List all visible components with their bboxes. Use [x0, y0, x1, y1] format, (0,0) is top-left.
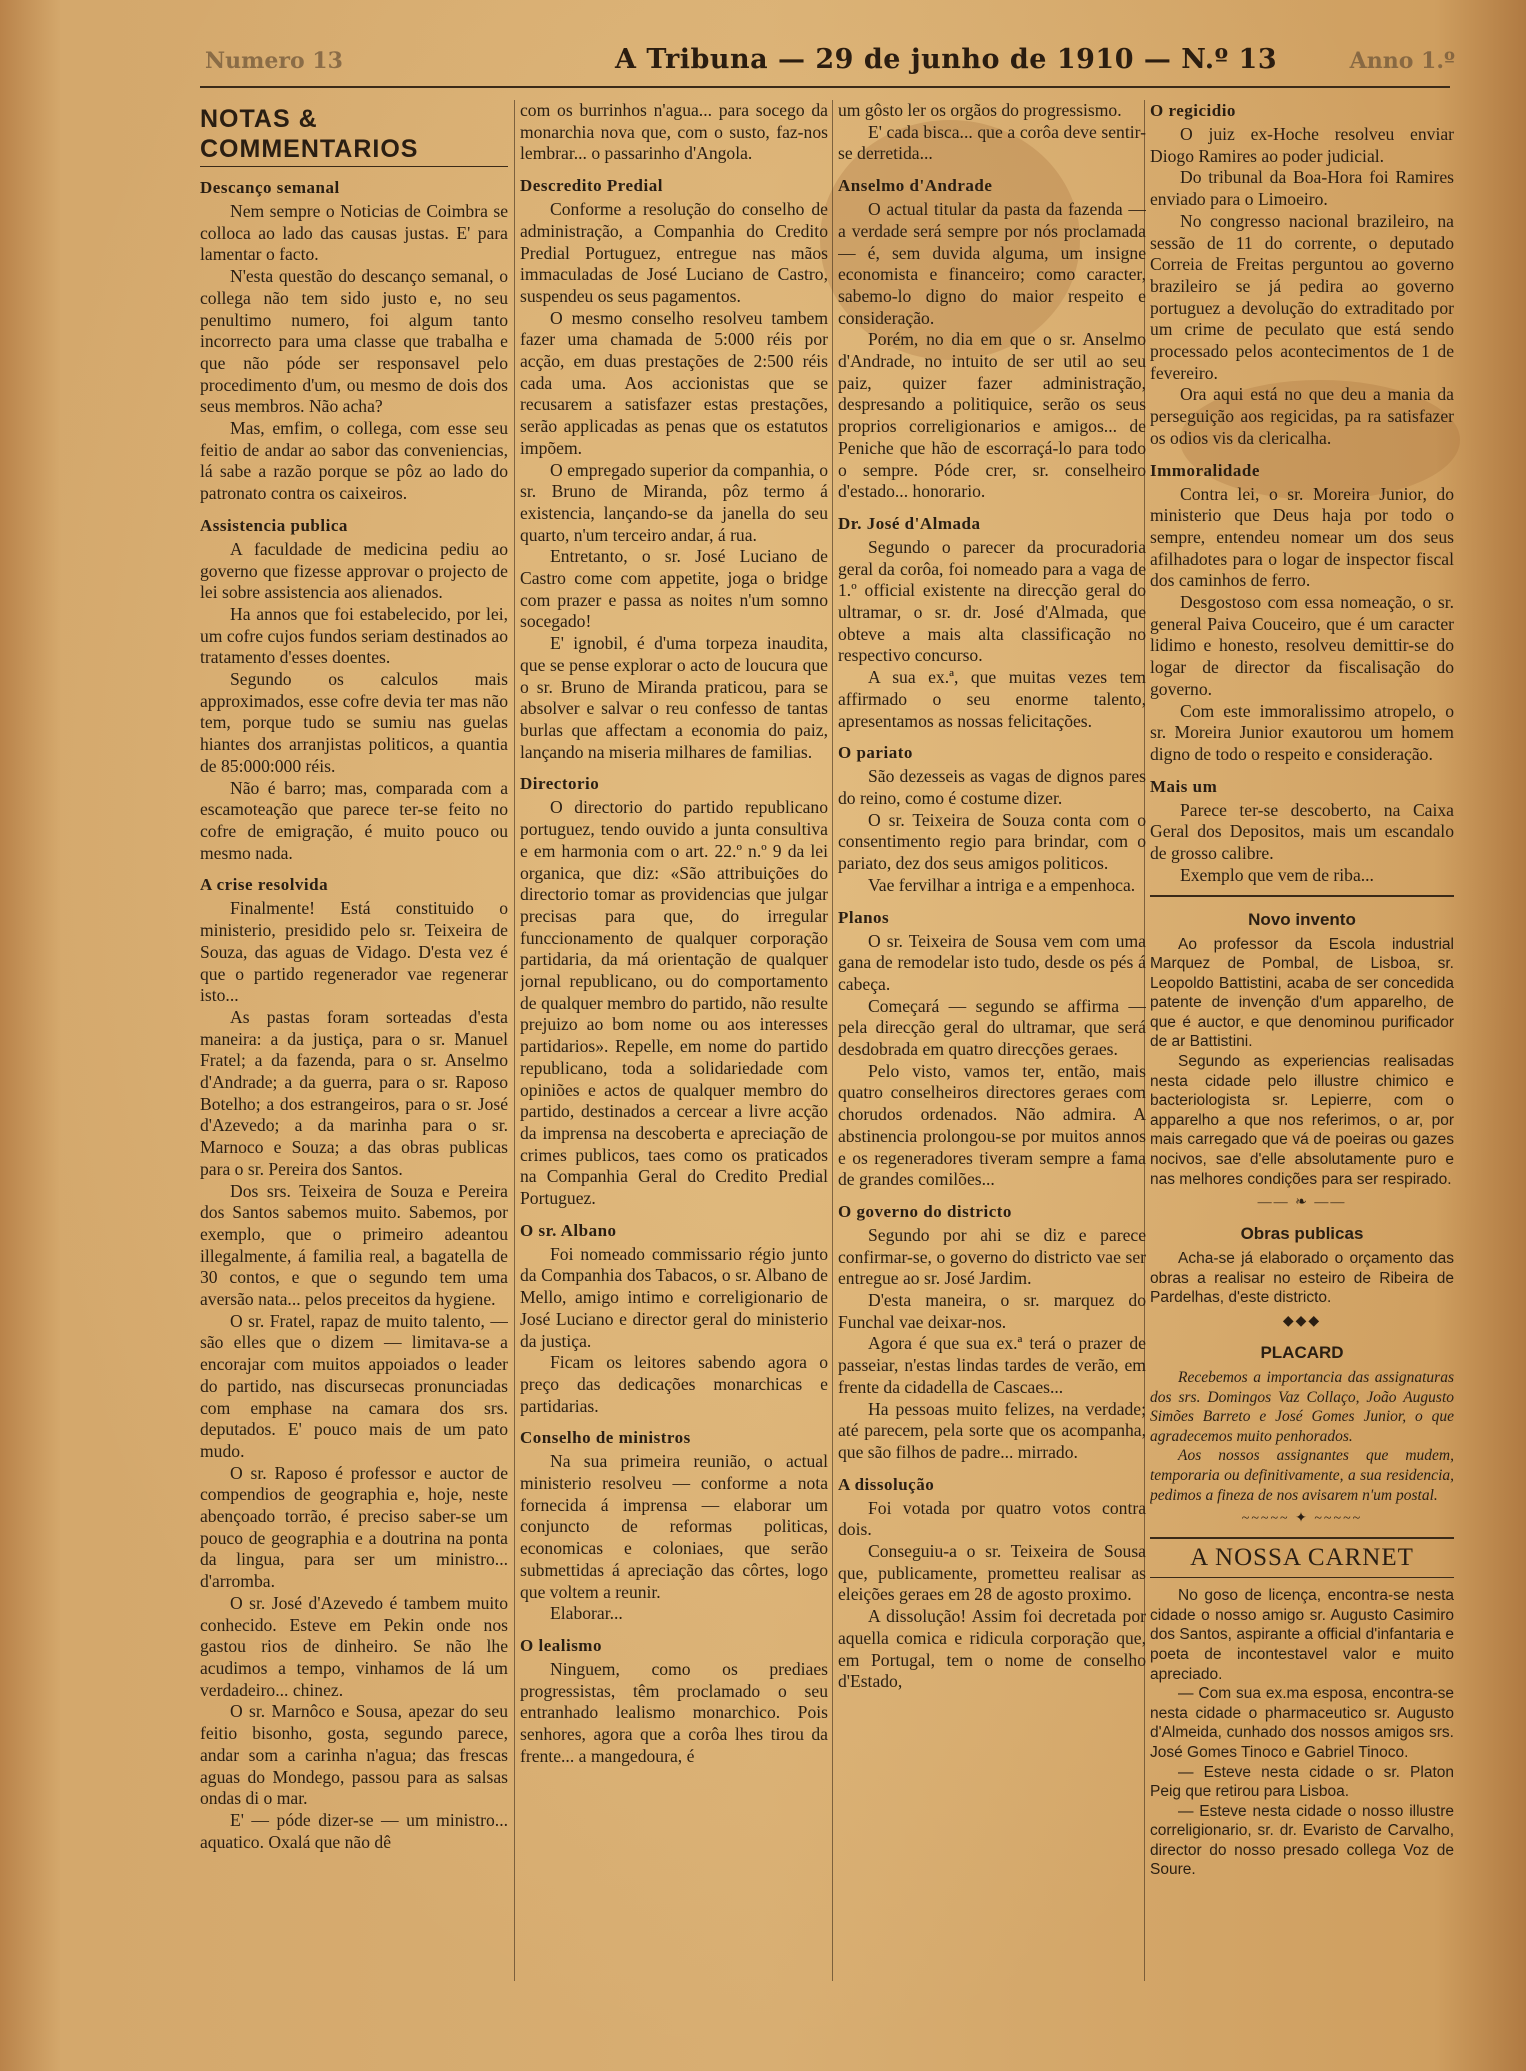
paragraph: Pelo visto, vamos ter, então, mais quatro conselheiros directores geraes com chorudos ordenados. Não admira. A abstinencia prolongou-se por muitos annos e os regeneradores tiveram sempre a fama de grandes comilões... [838, 1060, 1146, 1190]
article-heading: PLACARD [1260, 1343, 1344, 1362]
article-body [1150, 1368, 1454, 1505]
masthead [195, 40, 1455, 78]
masthead-issue-number: Numero 13 [205, 48, 343, 74]
column-4 [1150, 100, 1454, 1991]
paragraph: Ficam os leitores sabendo agora o preço das dedicações monarchicas e partidarias. [520, 1352, 828, 1416]
paragraph: N'esta questão do descanço semanal, o collega não tem sido justo e, no seu penultimo numero, foi algum tanto incorrecto para uma classe que trabalha e que não póde ser responsavel pelo procedimento d'um, ou mesmo de dois dos seus membros. Não acha? [200, 266, 508, 417]
paragraph: Segundo o parecer da procuradoria geral da corôa, foi nomeado para a vaga de 1.º official existente na direcção geral do ultramar, o sr. dr. José d'Almada, que obteve a mais alta classificação no respectivo concurso. [838, 536, 1146, 666]
section-title: NOTAS & COMMENTARIOS [200, 104, 508, 167]
paragraph: Vae fervilhar a intriga e a empenhoca. [868, 874, 1136, 895]
ornament-divider: ~~~~~ ✦ ~~~~~ [1241, 1511, 1363, 1527]
paragraph: O sr. Raposo é professor e auctor de compendios de geographia e, hoje, neste abençoado torrão, é preciso saber-se um pouco de geographia e a doutrina na ponta da lingua, para ser um ministro... d'arromba. [200, 1462, 508, 1592]
paragraph: Não é barro; mas, comparada com a escamoteação que parece ter-se feito no cofre de emigração, é muito pouco ou mesmo nada. [200, 777, 508, 863]
paragraph: D'esta maneira, o sr. marquez do Funchal vae deixar-nos. [838, 1290, 1146, 1332]
article-body [1150, 1586, 1454, 1880]
paragraph: Ha annos que foi estabelecido, por lei, um cofre cujos fundos seriam destinados ao tratamento d'esses doentes. [200, 603, 508, 668]
paragraph: No goso de licença, encontra-se nesta cidade o nosso amigo sr. Augusto Casimiro dos Santos, aspirante a official d'infantaria e poeta de incontestavel valor e muito apreciado. [1150, 1587, 1454, 1683]
paragraph: Elaborar... [550, 1603, 623, 1624]
article-heading: Obras publicas [1240, 1224, 1364, 1244]
paragraph: Agora é que sua ex.ª terá o prazer de passeiar, n'estas lindas tardes de verão, em frente da cidadella de Cascaes... [838, 1333, 1146, 1397]
paragraph: um gôsto ler os orgãos do progressismo. [838, 100, 1122, 120]
paragraph: Ha pessoas muito felizes, na verdade; até parecem, pela sorte que os acompanha, que são filhos de padre... mirrado. [838, 1398, 1146, 1462]
column-divider [832, 100, 833, 1981]
paragraph: Exemplo que vem de riba... [1180, 864, 1374, 885]
section-title: A NOSSA CARNET [1150, 1537, 1454, 1578]
article-heading: Planos [838, 907, 890, 927]
article-heading: Mais um [1150, 776, 1218, 796]
paragraph: Acha-se já elaborado o orçamento das obras a realisar no esteiro de Ribeira de Pardelhas, d'este districto. [1150, 1250, 1454, 1307]
article-heading: Descredito Predial [520, 176, 663, 196]
paragraph: Ninguem, como os prediaes progressistas, têm proclamado o seu entranhado lealismo monarchico. Pois senhores, agora que a corôa lhes tirou da frente... a mangedoura, é [520, 1659, 828, 1766]
paragraph: E' ignobil, é d'uma torpeza inaudita, que se pense explorar o acto de loucura que o sr. Bruno de Miranda praticou, para se absolver e salvar o reu confesso de tantas burlas que affectam a economia do paiz, lançando na miseria milhares de familias. [520, 633, 828, 762]
paragraph: — Esteve nesta cidade o sr. Platon Peig que retirou para Lisboa. [1150, 1763, 1454, 1801]
paragraph: O empregado superior da companhia, o sr. Bruno de Miranda, pôz termo á existencia, lançando-se da janella do seu quarto, n'um terceiro andar, á rua. [520, 459, 828, 545]
paragraph: E' cada bisca... que a corôa deve sentir-se derretida... [838, 121, 1146, 164]
paragraph: Segundo os calculos mais approximados, esse cofre devia ter mas não tem, porque tudo se sumiu nas guelas hiantes dos arranjistas politicos, a quantia de 85:000:000 réis. [200, 669, 508, 776]
ornament-divider: —— ❧ —— [1257, 1195, 1347, 1211]
paragraph: O sr. Teixeira de Souza conta com o consentimento regio para brindar, com o pariato, dez dos seus amigos politicos. [838, 809, 1146, 874]
top-rule [200, 86, 1450, 88]
paragraph: O sr. Marnôco e Sousa, apezar do seu feitio bisonho, gosta, segundo parece, andar som a carinha n'agua; das frescas aguas do Mondego, passou para as salsas ondas di o mar. [200, 1701, 508, 1809]
paragraph: Na sua primeira reunião, o actual ministerio resolveu — conforme a nota fornecida á imprensa — elaborar um conjuncto de reformas politicas, economicas e coloniaes, que serão submettidas á apreciação das côrtes, logo que voltem a reunir. [520, 1451, 828, 1602]
article-heading: Anselmo d'Andrade [838, 176, 993, 196]
column-3 [838, 100, 1146, 1991]
article-heading: A crise resolvida [200, 875, 329, 895]
paragraph: Nem sempre o Noticias de Coimbra se colloca ao lado das causas justas. E' para lamentar o facto. [200, 201, 508, 265]
paragraph: As pastas foram sorteadas d'esta maneira: a da justiça, para o sr. Manuel Fratel; a da fazenda, para o sr. Anselmo d'Andrade; a da guerra, para o sr. Raposo Botelho; a dos estrangeiros, para o sr. José d'Azevedo; a da marinha para o sr. Marnoco e Souza; a das obras publicas para o sr. Pereira dos Santos. [200, 1006, 508, 1179]
ornament-divider: ◆◆◆ [1282, 1314, 1322, 1329]
paragraph: Recebemos a importancia das assignaturas dos srs. Domingos Vaz Collaço, João Augusto Simões Barreto e José Gomes Junior, o que agradecemos muito penhorados. [1150, 1369, 1454, 1445]
article-heading: O lealismo [520, 1636, 602, 1655]
paragraph: Conseguiu-a o sr. Teixeira de Sousa que, publicamente, prometteu realisar as eleições geraes em 28 de agosto proximo. [838, 1541, 1146, 1605]
article-heading: O sr. Albano [520, 1220, 617, 1240]
paragraph: Começará — segundo se affirma — pela direcção geral do ultramar, que será desdobrada em quatro direcções geraes. [838, 995, 1146, 1060]
masthead-title: A Tribuna — 29 de junho de 1910 — N.º 13 [615, 44, 1278, 75]
paragraph: Aos nossos assignantes que mudem, temporaria ou definitivamente, a sua residencia, pedimos a fineza de nos avisarem n'um postal. [1150, 1447, 1454, 1504]
paragraph: com os burrinhos n'agua... para socego da monarchia nova que, com o susto, faz-nos lembrar... o passarinho d'Angola. [520, 100, 828, 164]
paragraph: Foi nomeado commissario régio junto da Companhia dos Tabacos, o sr. Albano de Mello, amigo intimo e correligionario de José Luciano e director geral do ministerio da justiça. [520, 1243, 828, 1351]
paragraph: São dezesseis as vagas de dignos pares do reino, como é costume dizer. [838, 766, 1146, 808]
paragraph: Contra lei, o sr. Moreira Junior, do ministerio que Deus haja por todo o sempre, entendeu nomear um dos seus afilhadotes para o logar de inspector fiscal dos caminhos de ferro. [1150, 483, 1454, 591]
article-heading: O pariato [838, 743, 913, 763]
paragraph: Mas, emfim, o collega, com esse seu feitio de andar ao sabor das conveniencias, lá sabe a razão porque se pôz ao lado do patronato contra os caixeiros. [200, 418, 508, 504]
article-heading: Descanço semanal [200, 178, 340, 197]
paragraph: Foi votada por quatro votos contra dois. [838, 1497, 1146, 1540]
paragraph: No congresso nacional brazileiro, na sessão de 11 do corrente, o deputado Correia de Freitas perguntou ao governo brazileiro se já pedira ao governo portuguez a devolução do extraditado por um crime de peculato que está sendo processado pelos acontecimentos de 1 de fevereiro. [1150, 210, 1454, 383]
paragraph: Com este immoralissimo atropelo, o sr. Moreira Junior exautorou um homem digno de todo o respeito e consideração. [1150, 700, 1454, 764]
paragraph: A sua ex.ª, que muitas vezes tem affirmado o seu enorme talento, apresentamos as nossas felicitações. [838, 667, 1146, 731]
paragraph: Entretanto, o sr. José Luciano de Castro come com appetite, joga o bridge com prazer e passa as noites n'um somno socegado! [520, 546, 828, 632]
article-heading: Novo invento [1248, 909, 1356, 929]
paragraph: Desgostoso com essa nomeação, o sr. general Paiva Couceiro, que é um caracter lidimo e honesto, resolveu demittir-se do logar de director da fiscalisação do governo. [1150, 592, 1454, 699]
paragraph: Ao professor da Escola industrial Marquez de Pombal, de Lisboa, sr. Leopoldo Battistini, acaba de ser concedida patente de invenção d'um apparelho, de que é auctor, e que denominou purificador de ar Battistini. [1150, 935, 1454, 1051]
paragraph: Segundo por ahi se diz e parece confirmar-se, o governo do districto vae ser entregue ao sr. José Jardim. [838, 1224, 1146, 1289]
masthead-year: Anno 1.º [1349, 48, 1455, 74]
paragraph: O directorio do partido republicano portuguez, tendo ouvido a junta consultiva e em harmonia com o art. 22.º n.º 9 da lei organica, que diz: «São attribuições do directorio tomar as providencias que julgar precisas para que, do irregular funccionamento de qualquer corporação partidaria, da má orientação de qualquer jornal republicano, ou do comportamento de qualquer membro do partido, não resulte prejuizo ao bom nome ou aos interesses partidarios». Repelle, em nome do partido republicano, toda a solidariedade com opiniões e actos de qualquer membro do partido, destinados a cercear a livre acção da imprensa na descoberta e apreciação de crimes publicos, taes como os praticados na Companhia Geral do Credito Predial Portuguez. [520, 797, 828, 1209]
article-heading: A dissolução [838, 1474, 935, 1494]
paragraph: Finalmente! Está constituido o ministerio, presidido pelo sr. Teixeira de Souza, das aguas de Vidago. D'esta vez é que o partido regenerador vae regenerar isto... [200, 898, 508, 1006]
paragraph: Dos srs. Teixeira de Souza e Pereira dos Santos sabemos muito. Sabemos, por exemplo, que o primeiro adeantou illegalmente, á familia real, a bagatella de 30 contos, e que o segundo tem uma aversão nata... pelos preceitos da hygiene. [200, 1180, 508, 1310]
paragraph: O juiz ex-Hoche resolveu enviar Diogo Ramires ao poder judicial. [1150, 124, 1454, 166]
article-body [1150, 935, 1454, 1190]
paragraph: — Com sua ex.ma esposa, encontra-se nesta cidade o pharmaceutico sr. Augusto d'Almeida, cunhado dos nossos amigos srs. José Gomes Tinoco e Gabriel Tinoco. [1150, 1685, 1454, 1761]
paragraph: Conforme a resolução do conselho de administração, a Companhia do Credito Predial Portuguez, entregue nas mãos immaculadas de José Luciano de Castro, suspendeu os seus pagamentos. [520, 199, 828, 306]
paragraph: O sr. Fratel, rapaz de muito talento, — são elles que o dizem — limitava-se a encorajar com muitos appoiados o leader do partido, nas discursecas pronunciadas com emphase na camara dos srs. deputados. E' pouco mais de um pato mudo. [200, 1310, 508, 1461]
article-heading: O regicidio [1150, 101, 1236, 120]
paragraph: Ora aqui está no que deu a mania da perseguição aos regicidas, pa ra satisfazer os odios vis da clericalha. [1150, 384, 1454, 448]
paragraph: O actual titular da pasta da fazenda — a verdade será sempre por nós proclamada — é, sem duvida alguma, um insigne economista e financeiro; como caracter, sabemo-lo digno do maior respeito e consideração. [838, 199, 1146, 328]
paragraph: A dissolução! Assim foi decretada por aquella comica e ridicula corporação que, em Portugal, tem o nome de conselho d'Estado, [838, 1606, 1146, 1692]
paragraph: O sr. Teixeira de Sousa vem com uma gana de remodelar isto tudo, desde os pés á cabeça. [838, 930, 1146, 994]
article-heading: Directorio [520, 774, 600, 794]
column-divider [514, 100, 515, 1981]
column-1 [200, 100, 508, 1991]
paragraph: Segundo as experiencias realisadas nesta cidade pelo illustre chimico e bacteriologista sr. Lepierre, com o apparelho a que nos referimos, o ar, por mais carregado que vá de poeiras ou gazes nocivos, sae d'elle absolutamente puro e nas melhores condições para ser respirado. [1150, 1053, 1454, 1188]
paragraph: — Esteve nesta cidade o nosso illustre correligionario, sr. dr. Evaristo de Carvalho, director do nosso presado collega Voz de Soure. [1150, 1802, 1454, 1879]
article-heading: Dr. José d'Almada [838, 513, 981, 533]
paragraph: Do tribunal da Boa-Hora foi Ramires enviado para o Limoeiro. [1150, 167, 1454, 210]
article-body [1150, 1249, 1454, 1308]
article-heading: Immoralidade [1150, 460, 1260, 480]
article-heading: O governo do districto [838, 1201, 1012, 1221]
column-2 [520, 100, 828, 1991]
divider [1150, 895, 1454, 897]
paragraph: Porém, no dia em que o sr. Anselmo d'Andrade, no intuito de ser util ao seu paiz, quizer fazer administração, despresando a politiquice, serão os seus proprios correligionarios e amigos... de Peniche que hão de escorraçá-lo para todo o sempre. Póde crer, sr. conselheiro d'estado... honorario. [838, 329, 1146, 502]
paragraph: O mesmo conselho resolveu tambem fazer uma chamada de 5:000 réis por acção, em duas prestações de 2:500 réis cada uma. Aos accionistas que se recusarem a satisfazer estas prestações, serão applicadas as penas que os estatutos impõem. [520, 307, 828, 458]
paragraph: Parece ter-se descoberto, na Caixa Geral dos Depositos, mais um escandalo de grosso calibre. [1150, 799, 1454, 864]
article-heading: Assistencia publica [200, 515, 348, 535]
paragraph: O sr. José d'Azevedo é tambem muito conhecido. Esteve em Pekin onde nos gastou rios de dinheiro. Se não lhe acudimos a tempo, vinhamos de lá um verdadeiro... chinez. [200, 1592, 508, 1700]
paragraph: A faculdade de medicina pediu ao governo que fizesse approvar o projecto de lei sobre assistencia aos alienados. [200, 538, 508, 603]
article-heading: Conselho de ministros [520, 1428, 691, 1448]
paragraph: E' — póde dizer-se — um ministro... aquatico. Oxalá que não dê [200, 1809, 508, 1852]
